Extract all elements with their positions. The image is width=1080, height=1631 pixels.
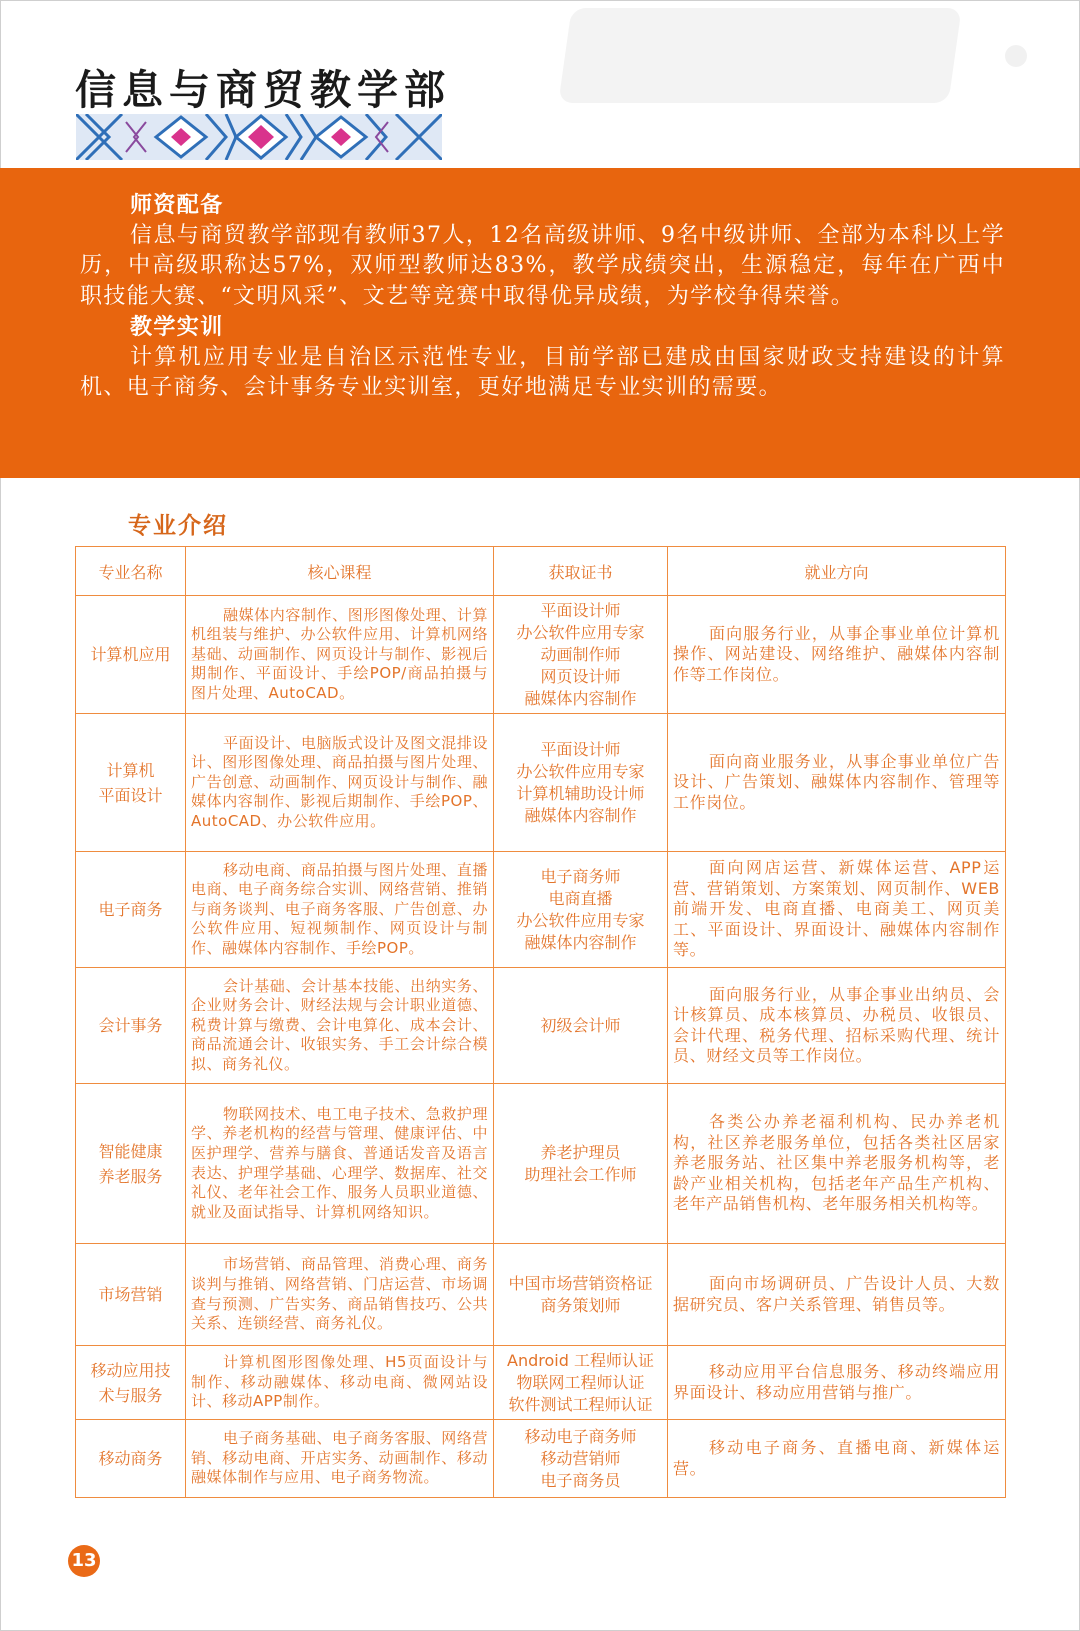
major-name-line: 智能健康 [98,1141,163,1161]
certificate-item: 网页设计师 [540,666,621,686]
training-heading: 教学实训 [130,314,224,340]
certificate-item: 中国市场营销资格证 [508,1273,653,1293]
major-name-line: 养老服务 [98,1166,163,1186]
faculty-heading: 师资配备 [130,192,224,218]
certificate-item: 商务策划师 [540,1295,621,1315]
certificate-item: 融媒体内容制作 [524,805,637,825]
certificate-item: Android 工程师认证 [507,1350,654,1370]
certificate-item: 移动营销师 [540,1448,621,1468]
header-courses: 核心课程 [186,547,494,596]
major-jobs [668,714,1006,852]
majors-section-title: 专业介绍 [128,512,228,539]
major-name-line: 移动应用技 [90,1360,171,1380]
certificate-item: 融媒体内容制作 [524,688,637,708]
header-certs: 获取证书 [494,547,668,596]
table-row [76,968,1006,1084]
certificate-item: 电子商务员 [540,1470,621,1490]
certificate-item: 办公软件应用专家 [516,910,645,930]
table-row [76,1084,1006,1244]
certificate-item: 物联网工程师认证 [516,1372,645,1392]
certificate-item: 办公软件应用专家 [516,622,645,642]
training-paragraph: 计算机应用专业是自治区示范性专业，目前学部已建成由国家财政支持建设的计算机、电子商务、会计事务专业实训室，更好地满足专业实训的需要。 [80,344,1005,400]
certificate-item: 动画制作师 [540,644,621,664]
major-jobs [668,1084,1006,1244]
major-certs [494,596,668,714]
major-jobs [668,1420,1006,1498]
major-name-line: 术与服务 [98,1385,163,1405]
major-courses [186,1346,494,1420]
major-jobs-text: 面向网店运营、新媒体运营、APP运营、营销策划、方案策划、网页制作、WEB前端开发、电商直播、电商美工、网页美工、平面设计、界面设计、融媒体内容制作等。 [673,858,1000,960]
major-courses [186,1244,494,1346]
major-courses [186,596,494,714]
majors-table [75,546,1006,1498]
major-courses [186,714,494,852]
certificate-item: 平面设计师 [540,600,621,620]
major-jobs-text: 各类公办养老福利机构、民办养老机构，社区养老服务单位，包括各类社区居家养老服务站、社区集中养老服务机构等，老龄产业相关机构，包括老年产品生产机构、老年产品销售机构、老年服务相关机构等。 [673,1112,1000,1214]
major-courses [186,852,494,968]
major-courses [186,1420,494,1498]
major-name [76,968,186,1084]
background-watermark [558,8,961,103]
certificate-item: 移动电子商务师 [524,1426,637,1446]
faculty-paragraph: 信息与商贸教学部现有教师37人，12名高级讲师、9名中级讲师、全部为本科以上学历，中高级职称达57%，双师型教师达83%，教学成绩突出，生源稳定，每年在广西中职技能大赛、“文明风采”、文艺等竞赛中取得优异成绩，为学校争得荣誉。 [80,222,1005,309]
certificate-item: 平面设计师 [540,739,621,759]
major-courses [186,1084,494,1244]
major-certs [494,852,668,968]
page-number: 13 [68,1545,100,1577]
certificate-item: 助理社会工作师 [524,1164,637,1184]
certificate-item: 软件测试工程师认证 [508,1394,653,1414]
major-courses-text: 会计基础、会计基本技能、出纳实务、企业财务会计、财经法规与会计职业道德、税费计算与缴费、会计电算化、成本会计、商品流通会计、收银实务、手工会计综合模拟、商务礼仪。 [191,976,488,1073]
major-jobs-text: 面向服务行业，从事企事业单位计算机操作、网站建设、网络维护、融媒体内容制作等工作岗位。 [673,623,1000,684]
certificate-item: 电子商务师 [540,866,621,886]
certificate-item: 融媒体内容制作 [524,932,637,952]
major-certs [494,1084,668,1244]
table-row [76,852,1006,968]
major-courses [186,968,494,1084]
table-header-row [76,547,1006,596]
major-jobs-text: 面向商业服务业，从事企事业单位广告设计、广告策划、融媒体内容制作、管理等工作岗位。 [673,751,1000,812]
table-row [76,1420,1006,1498]
major-jobs-text: 面向服务行业，从事企事业出纳员、会计核算员、成本核算员、办税员、收银员、会计代理、税务代理、招标采购代理、统计员、财经文员等工作岗位。 [673,984,1000,1065]
major-jobs-text: 面向市场调研员、广告设计人员、大数据研究员、客户关系管理、销售员等。 [673,1274,1000,1314]
ethnic-pattern-banner [76,114,442,160]
major-name-line: 移动商务 [98,1449,163,1468]
major-name [76,852,186,968]
major-name-line: 平面设计 [98,785,163,805]
table-row [76,596,1006,714]
certificate-item: 办公软件应用专家 [516,761,645,781]
major-courses-text: 物联网技术、电工电子技术、急救护理学、养老机构的经营与管理、健康评估、中医护理学、营养与膳食、普通话发音及语言表达、护理学基础、心理学、数据库、社交礼仪、老年社会工作、服务人员职业道德、就业及面试指导、计算机网络知识。 [191,1104,488,1221]
major-certs [494,1420,668,1498]
major-name [76,1244,186,1346]
major-certs [494,1244,668,1346]
table-row [76,1346,1006,1420]
certificate-item: 初级会计师 [540,1015,621,1035]
major-name [76,1346,186,1420]
major-jobs [668,852,1006,968]
major-name [76,1084,186,1244]
certificate-item: 养老护理员 [540,1142,621,1162]
table-row [76,1244,1006,1346]
major-jobs [668,596,1006,714]
major-name-line: 市场营销 [98,1285,163,1304]
certificate-item: 计算机辅助设计师 [516,783,645,803]
major-name-line: 会计事务 [98,1016,163,1035]
header-jobs: 就业方向 [668,547,1006,596]
department-title: 信息与商贸教学部 [75,66,451,114]
major-name [76,714,186,852]
major-name-line: 计算机 [106,760,155,780]
certificate-item: 电商直播 [548,888,613,908]
major-courses-text: 移动电商、商品拍摄与图片处理、直播电商、电子商务综合实训、网络营销、推销与商务谈判、电子商务客服、广告创意、办公软件应用、短视频制作、网页设计与制作、融媒体内容制作、手绘POP。 [191,860,488,957]
major-jobs-text: 移动电子商务、直播电商、新媒体运营。 [673,1438,1000,1478]
background-watermark-dot [1005,45,1027,67]
major-certs [494,1346,668,1420]
major-certs [494,714,668,852]
major-jobs [668,968,1006,1084]
major-name [76,1420,186,1498]
major-courses-text: 市场营销、商品管理、消费心理、商务谈判与推销、网络营销、门店运营、市场调查与预测、广告实务、商品销售技巧、公共关系、连锁经营、商务礼仪。 [191,1255,488,1333]
major-courses-text: 计算机图形图像处理、H5页面设计与制作、移动融媒体、移动电商、微网站设计、移动APP制作。 [191,1353,488,1411]
major-courses-text: 融媒体内容制作、图形图像处理、计算机组装与维护、办公软件应用、计算机网络基础、动画制作、网页设计与制作、影视后期制作、平面设计、手绘POP/商品拍摄与图片处理、AutoCAD。 [191,605,488,702]
major-jobs [668,1244,1006,1346]
major-courses-text: 电子商务基础、电子商务客服、网络营销、移动电商、开店实务、动画制作、移动融媒体制作与应用、电子商务物流。 [191,1429,488,1487]
header-name: 专业名称 [76,547,186,596]
major-name [76,596,186,714]
majors-table-body [76,596,1006,1498]
major-name-line: 电子商务 [98,900,163,919]
intro-text-block [80,190,1005,404]
major-name-line: 计算机应用 [90,645,171,664]
table-row [76,714,1006,852]
major-jobs-text: 移动应用平台信息服务、移动终端应用界面设计、移动应用营销与推广。 [673,1362,1000,1402]
major-jobs [668,1346,1006,1420]
major-certs [494,968,668,1084]
major-courses-text: 平面设计、电脑版式设计及图文混排设计、图形图像处理、商品拍摄与图片处理、广告创意、动画制作、网页设计与制作、融媒体内容制作、影视后期制作、手绘POP、AutoCAD、办公软件应用。 [191,733,488,830]
